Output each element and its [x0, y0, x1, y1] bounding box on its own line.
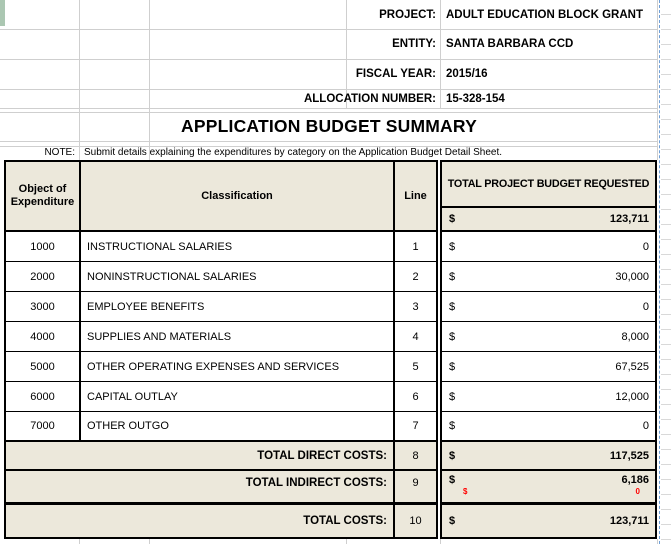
project-label: PROJECT:	[379, 8, 436, 21]
project-value-cell[interactable]: ADULT EDUCATION BLOCK GRANT	[446, 8, 643, 21]
classification-cell: SUPPLIES AND MATERIALS	[87, 330, 232, 343]
total-costs-amount-cell[interactable]	[442, 505, 655, 537]
total-indirect-costs-amount-cell[interactable]	[442, 471, 655, 505]
table-row	[6, 292, 436, 322]
requested-total-cell[interactable]	[442, 208, 655, 232]
note-row	[0, 146, 658, 160]
note-label: NOTE:	[44, 147, 75, 158]
currency-symbol: $	[449, 270, 456, 283]
object-code-cell: 1000	[6, 232, 81, 261]
total-indirect-costs-row	[6, 471, 436, 505]
classification-cell: NONINSTRUCTIONAL SALARIES	[87, 270, 257, 283]
amount-value: 0	[642, 300, 649, 313]
table-row	[6, 412, 436, 442]
amount-cell[interactable]	[442, 322, 655, 352]
currency-symbol: $	[449, 330, 456, 343]
total-direct-costs-amount-cell[interactable]	[442, 442, 655, 471]
currency-symbol: $	[449, 474, 456, 486]
page-break-line	[659, 0, 660, 544]
amount-cell[interactable]	[442, 292, 655, 322]
line-number-cell: 4	[393, 322, 436, 351]
requested-total-amount: 123,711	[609, 213, 649, 225]
object-code-cell: 7000	[6, 412, 81, 440]
fiscal-year-label: FISCAL YEAR:	[355, 68, 436, 80]
amount-value: 67,525	[615, 360, 649, 373]
allocation-number-value-cell[interactable]: 15-328-154	[446, 92, 505, 105]
indirect-cost-check-line	[442, 486, 655, 498]
amount-cell[interactable]	[442, 232, 655, 262]
table-row	[6, 262, 436, 292]
table-header-row	[6, 162, 436, 232]
line-number-cell: 3	[393, 292, 436, 321]
amount-value: 117,525	[609, 449, 649, 462]
col-header-total-project-budget: TOTAL PROJECT BUDGET REQUESTED	[442, 162, 655, 208]
page-title: APPLICATION BUDGET SUMMARY	[181, 116, 477, 136]
amount-value: 30,000	[615, 270, 649, 283]
object-code-cell: 6000	[6, 382, 81, 411]
check-amount-value: 0	[635, 487, 640, 496]
line-number-cell: 7	[393, 412, 436, 440]
currency-symbol: $	[449, 420, 456, 432]
table-row	[6, 322, 436, 352]
project-row	[0, 0, 658, 29]
check-currency-symbol: $	[463, 487, 468, 496]
total-direct-costs-row	[6, 442, 436, 471]
table-row	[6, 232, 436, 262]
amount-cell[interactable]	[442, 352, 655, 382]
currency-symbol: $	[449, 515, 456, 527]
currency-symbol: $	[449, 390, 456, 403]
line-number-cell: 9	[393, 471, 436, 502]
entity-value-cell[interactable]: SANTA BARBARA CCD	[446, 38, 574, 50]
amount-value: 12,000	[615, 390, 649, 403]
line-number-cell: 10	[393, 505, 436, 537]
budget-table-left	[4, 160, 438, 539]
currency-symbol: $	[449, 240, 456, 253]
total-costs-row	[6, 505, 436, 537]
fiscal-year-value-cell[interactable]: 2015/16	[446, 68, 488, 80]
object-code-cell: 5000	[6, 352, 81, 381]
col-header-object-of-expenditure: Object of Expenditure	[6, 162, 81, 230]
allocation-number-label: ALLOCATION NUMBER:	[303, 92, 436, 105]
object-code-cell: 4000	[6, 322, 81, 351]
table-row	[6, 352, 436, 382]
amount-cell[interactable]	[442, 382, 655, 412]
entity-row	[0, 29, 658, 59]
currency-symbol: $	[449, 449, 456, 462]
right-gridline-strip	[661, 0, 671, 544]
col-header-classification: Classification	[81, 162, 393, 230]
currency-symbol: $	[449, 360, 456, 373]
total-direct-costs-label: TOTAL DIRECT COSTS:	[257, 449, 387, 462]
object-code-cell: 2000	[6, 262, 81, 291]
budget-table-amounts	[440, 160, 657, 539]
line-number-cell: 2	[393, 262, 436, 291]
amount-value: 6,186	[621, 474, 649, 486]
amount-cell[interactable]	[442, 262, 655, 292]
line-number-cell: 8	[393, 442, 436, 469]
classification-cell: INSTRUCTIONAL SALARIES	[87, 240, 233, 253]
classification-cell: EMPLOYEE BENEFITS	[87, 300, 205, 313]
classification-cell: OTHER OUTGO	[87, 420, 169, 432]
amount-value: 0	[642, 240, 649, 253]
entity-label: ENTITY:	[392, 38, 436, 50]
table-row	[6, 382, 436, 412]
fiscal-year-row	[0, 59, 658, 89]
line-number-cell: 6	[393, 382, 436, 411]
note-text: Submit details explaining the expenditures by category on the Application Budget Detail Sheet.	[84, 147, 503, 158]
classification-cell: OTHER OPERATING EXPENSES AND SERVICES	[87, 360, 340, 373]
currency-symbol: $	[449, 213, 456, 225]
line-number-cell: 5	[393, 352, 436, 381]
object-code-cell: 3000	[6, 292, 81, 321]
total-indirect-costs-label: TOTAL INDIRECT COSTS:	[245, 476, 387, 489]
allocation-number-row	[0, 89, 658, 108]
classification-cell: CAPITAL OUTLAY	[87, 390, 178, 403]
amount-value: 0	[642, 420, 649, 432]
col-header-line: Line	[393, 162, 436, 230]
amount-value: 8,000	[621, 330, 649, 343]
total-costs-label: TOTAL COSTS:	[303, 515, 387, 527]
line-number-cell: 1	[393, 232, 436, 261]
amount-cell[interactable]	[442, 412, 655, 442]
amount-value: 123,711	[609, 515, 649, 527]
currency-symbol: $	[449, 300, 456, 313]
